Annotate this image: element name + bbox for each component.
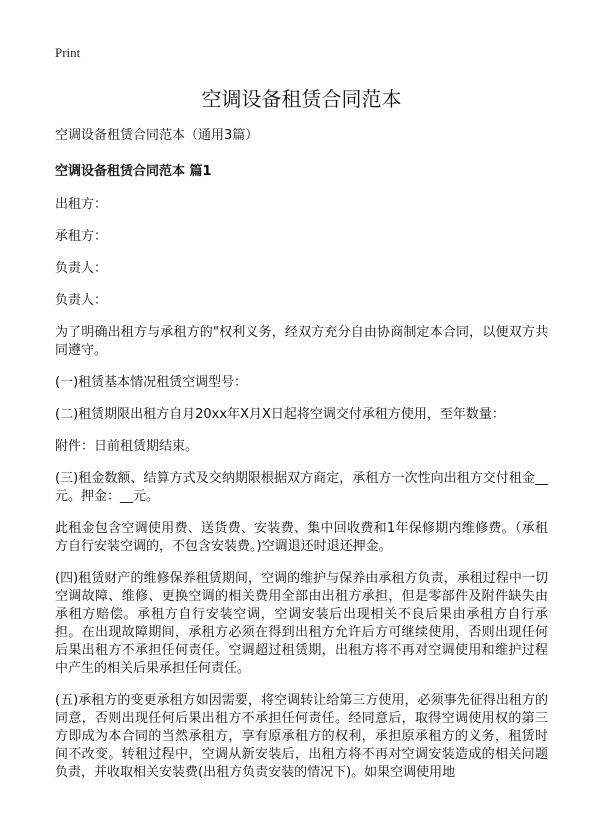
preamble-paragraph: 为了明确出租方与承租方的"权利义务，经双方充分自由协商制定本合同，以便双方共同遵守。 xyxy=(55,325,548,358)
clause-4-paragraph: (四)租赁财产的维修保养租赁期间，空调的维护与保养由承租方负责，承租过程中一切空调故障、维修、更换空调的相关费用全部由出租方承担，但是零部件及附件缺失由承租方赔偿。承租方自行安装空调，空调安装后出现相关不良后果由承租方自行承担。在出现故障期间，承租方必须在得到出租方允许后方可继续使用，否则出现任何后果出租方不承担任何责任。空调超过租赁期，出租方将不再对空调使用和维护过程中产生的相关后果承担任何责任。 xyxy=(55,571,548,676)
document-subtitle: 空调设备租赁合同范本（通用3篇） xyxy=(55,128,259,143)
document-body xyxy=(55,196,548,782)
print-link[interactable]: Print xyxy=(55,45,81,60)
lessee-line: 承租方： xyxy=(55,229,108,244)
section-heading: 空调设备租赁合同范本 篇1 xyxy=(55,164,212,179)
responsible-person-line: 负责人： xyxy=(55,261,108,276)
clause-3-paragraph: (三)租金数额、结算方式及交纳期限根据双方商定，承租方一次性向出租方交付租金__元。押金：__元。 xyxy=(55,471,548,504)
attachment-paragraph: 附件：日前租赁期结束。 xyxy=(55,439,199,454)
clause-2-paragraph: (二)租赁期限出租方自月20xx年X月X日起将空调交付承租方使用，至年数量： xyxy=(55,407,505,422)
lessor-line: 出租方： xyxy=(55,197,108,212)
document-title: 空调设备租赁合同范本 xyxy=(201,87,402,111)
clause-5-paragraph: (五)承租方的变更承租方如因需要，将空调转让给第三方使用，必须事先征得出租方的同意，否则出现任何后果出租方不承担任何责任。经同意后，取得空调使用权的第三方即成为本合同的当然承租方，享有原承租方的权利，承担原承租方的义务，租赁时间不改变。转租过程中，空调从新安装后，出租方将不再对空调安装造成的相关问题负责，并收取相关安装费(出租方负责安装的情况下)。如果空调使用地 xyxy=(55,693,548,780)
responsible-person-line: 负责人： xyxy=(55,293,108,308)
clause-1-paragraph: (一)租赁基本情况租赁空调型号： xyxy=(55,375,248,390)
rent-inclusion-paragraph: 此租金包含空调使用费、送货费、安装费、集中回收费和1年保修期内维修费。（承租方自行安装空调的，不包含安装费。)空调退还时退还押金。 xyxy=(55,521,548,554)
